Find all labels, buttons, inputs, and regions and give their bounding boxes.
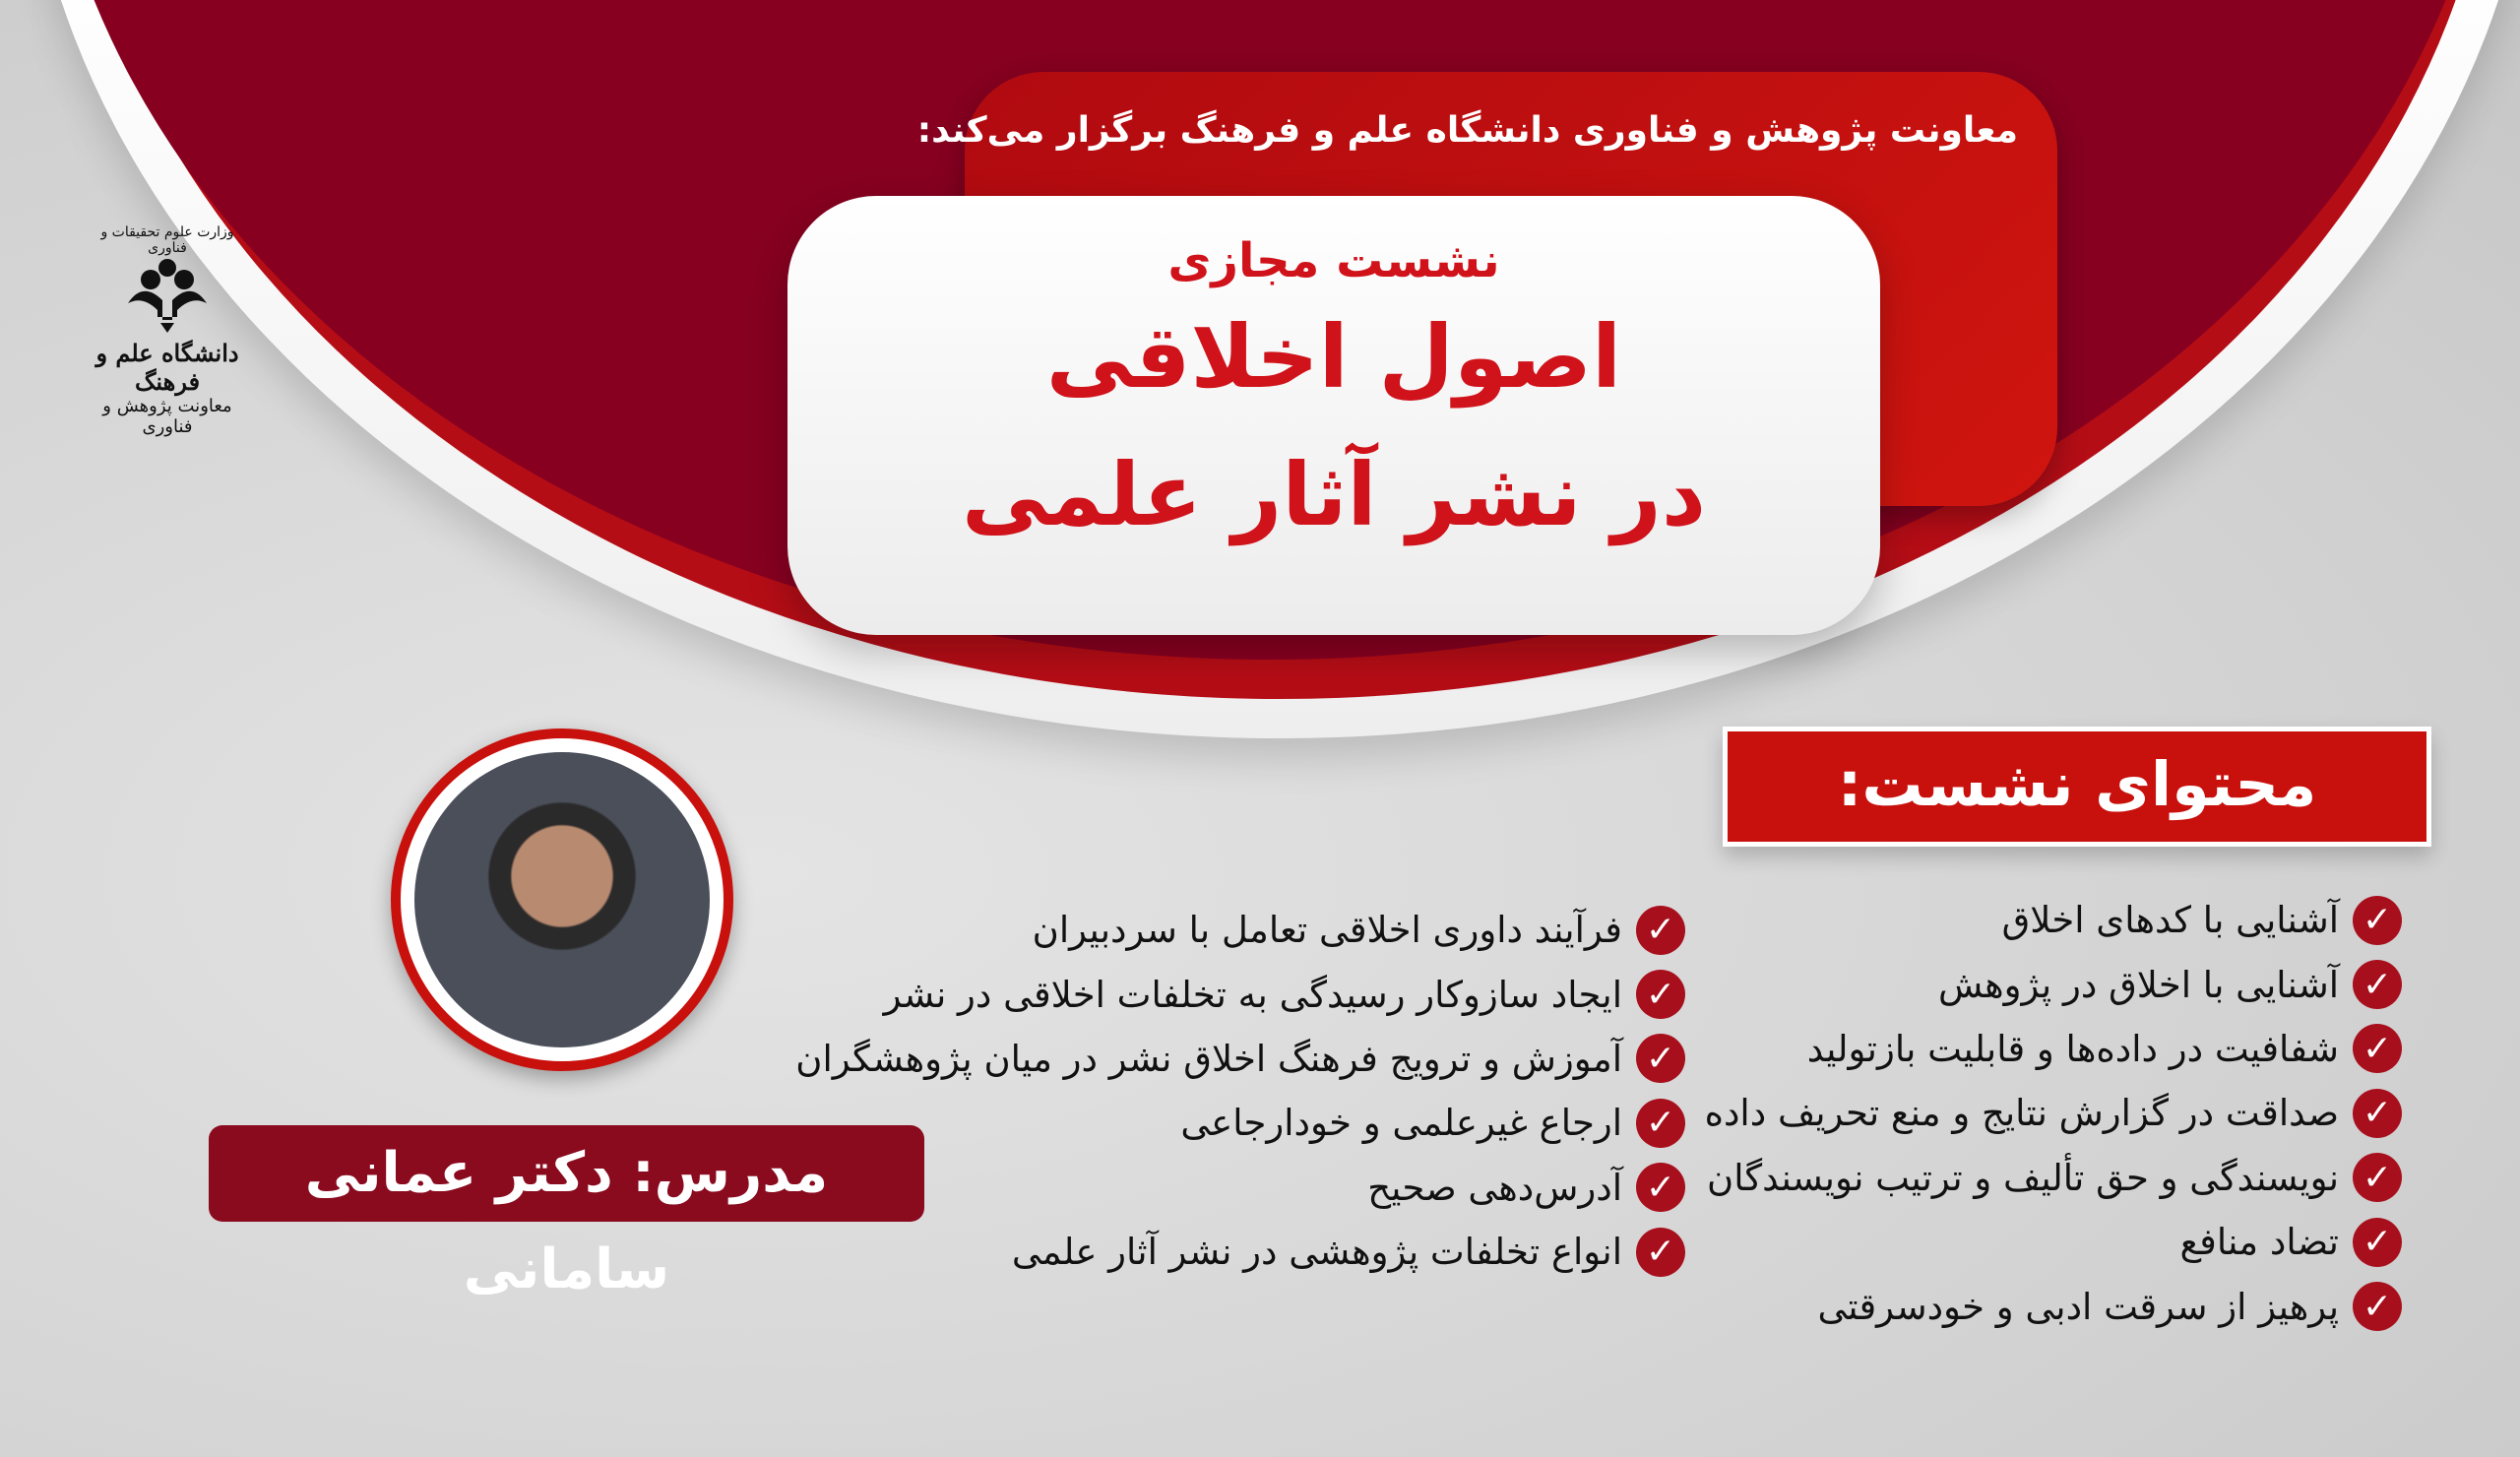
list-item <box>1705 1017 2402 1081</box>
checkmark-icon: ✓ <box>2353 960 2402 1009</box>
list-item <box>795 962 1685 1026</box>
item-text: نویسندگی و حق تألیف و ترتیب نویسندگان <box>1707 1156 2339 1199</box>
checkmark-icon: ✓ <box>1636 1163 1685 1212</box>
item-text: صداقت در گزارش نتایج و منع تحریف داده <box>1704 1092 2339 1135</box>
event-title-line2: در نشر آثار علمی <box>961 444 1707 545</box>
checkmark-icon: ✓ <box>2353 1153 2402 1202</box>
checkmark-icon: ✓ <box>2353 1089 2402 1138</box>
checkmark-icon: ✓ <box>1636 1099 1685 1148</box>
instructor-photo <box>391 728 733 1071</box>
list-item <box>795 1027 1685 1091</box>
content-heading: محتوای نشست: <box>1723 727 2431 847</box>
list-item <box>795 898 1685 962</box>
list-item <box>1705 1210 2402 1274</box>
item-text: ایجاد سازوکار رسیدگی به تخلفات اخلاقی در نشر <box>883 973 1622 1016</box>
list-item <box>1705 1146 2402 1210</box>
logo-university-text: دانشگاه علم و فرهنگ <box>95 339 239 396</box>
content-list-left <box>795 898 1685 1284</box>
list-item <box>1705 888 2402 952</box>
item-text: فرآیند داوری اخلاقی تعامل با سردبیران <box>1032 909 1622 952</box>
checkmark-icon: ✓ <box>1636 1228 1685 1277</box>
list-item <box>1705 952 2402 1016</box>
list-item <box>795 1156 1685 1220</box>
list-item <box>795 1091 1685 1155</box>
title-card <box>788 196 1880 635</box>
list-item <box>1705 1081 2402 1145</box>
logo-ministry-text: وزارت علوم تحقیقات و فناوری <box>100 224 234 256</box>
checkmark-icon: ✓ <box>1636 1034 1685 1083</box>
item-text: آشنایی با اخلاق در پژوهش <box>1937 963 2339 1006</box>
checkmark-icon: ✓ <box>2353 1282 2402 1331</box>
checkmark-icon: ✓ <box>2353 1024 2402 1073</box>
checkmark-icon: ✓ <box>2353 1218 2402 1267</box>
event-type: نشست مجازی <box>1167 233 1500 288</box>
event-title-line1: اصول اخلاقی <box>1045 306 1622 408</box>
item-text: پرهیز از سرقت ادبی و خودسرقتی <box>1817 1285 2339 1328</box>
content-list-right <box>1705 888 2402 1339</box>
item-text: تضاد منافع <box>2179 1221 2339 1264</box>
organizer-text: معاونت پژوهش و فناوری دانشگاه علم و فرهنگ برگزار می‌کند: <box>916 110 2018 151</box>
tree-emblem-icon <box>123 256 212 335</box>
list-item <box>1705 1274 2402 1338</box>
item-text: آموزش و ترویج فرهنگ اخلاق نشر در میان پژوهشگران <box>795 1037 1622 1080</box>
checkmark-icon: ✓ <box>1636 970 1685 1019</box>
instructor-label: مدرس: دکتر عمانی سامانی <box>209 1125 924 1222</box>
portrait-image <box>414 752 710 1047</box>
item-text: آشنایی با کدهای اخلاق <box>2001 899 2339 942</box>
item-text: آدرس‌دهی صحیح <box>1367 1166 1622 1209</box>
checkmark-icon: ✓ <box>2353 896 2402 945</box>
item-text: ارجاع غیرعلمی و خودارجاعی <box>1180 1102 1622 1145</box>
checkmark-icon: ✓ <box>1636 906 1685 955</box>
list-item <box>795 1220 1685 1284</box>
item-text: شفافیت در داده‌ها و قابلیت بازتولید <box>1806 1027 2339 1070</box>
logo-department-text: معاونت پژوهش و فناوری <box>102 396 232 437</box>
item-text: انواع تخلفات پژوهشی در نشر آثار علمی <box>1011 1231 1622 1274</box>
university-logo <box>84 224 251 437</box>
